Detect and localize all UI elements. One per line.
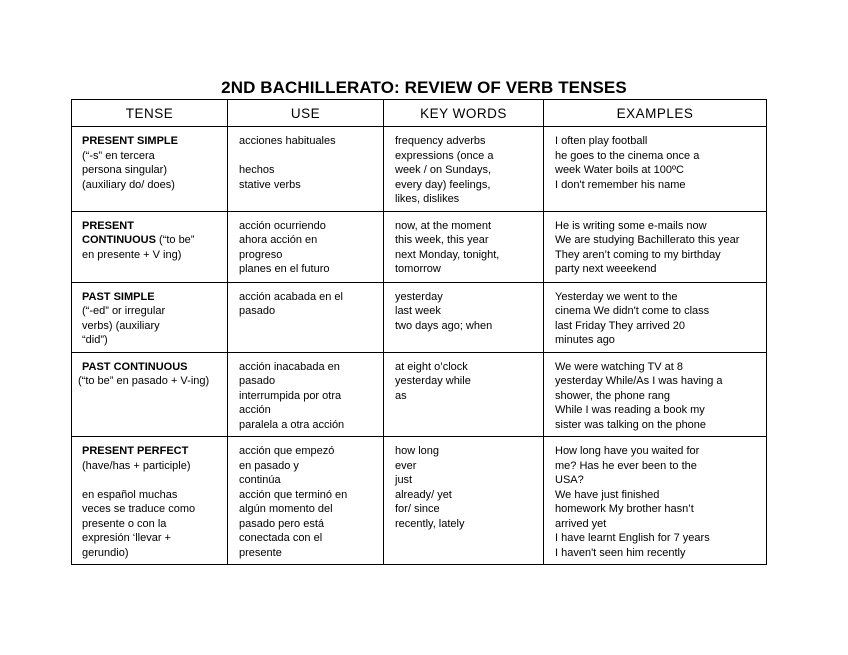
examples-cell: I often play football he goes to the cinema once a week Water boils at 100ºC I don't remember his name xyxy=(544,127,767,212)
use-cell: acciones habituales hechos stative verbs xyxy=(228,127,384,212)
tense-detail: (“to be” en pasado + V-ing) xyxy=(78,375,210,387)
tense-detail: (“-s” en tercera persona singular) (auxiliary do/ does) xyxy=(82,149,175,191)
tense-name: PAST CONTINUOUS xyxy=(82,360,188,373)
table-row xyxy=(72,437,767,565)
table-row xyxy=(72,282,767,352)
use-cell: acción ocurriendo ahora acción en progreso planes en el futuro xyxy=(228,211,384,282)
header-row xyxy=(72,100,767,127)
tense-cell xyxy=(72,437,228,565)
tense-name: PRESENT CONTINUOUS xyxy=(82,219,156,246)
tense-cell xyxy=(72,282,228,352)
tense-detail: (“to be” en presente + V ing) xyxy=(82,234,195,261)
tense-detail: (have/has + participle) en español muchas veces se traduce como presente o con la expresión ‘llevar + gerundio) xyxy=(82,459,196,559)
tense-cell xyxy=(72,352,228,437)
use-cell: acción que empezó en pasado y continúa acción que terminó en algún momento del pasado pero está conectada con el presente xyxy=(228,437,384,565)
table-row xyxy=(72,352,767,437)
use-cell: acción inacabada en pasado interrumpida por otra acción paralela a otra acción xyxy=(228,352,384,437)
examples-cell: He is writing some e-mails now We are studying Bachillerato this year They aren’t coming to my birthday party next weeekend xyxy=(544,211,767,282)
tense-name: PAST SIMPLE xyxy=(82,290,155,303)
examples-cell: Yesterday we went to the cinema We didn't come to class last Friday They arrived 20 minutes ago xyxy=(544,282,767,352)
table-row xyxy=(72,127,767,212)
table-row xyxy=(72,211,767,282)
key-words-cell: at eight o’clock yesterday while as xyxy=(384,352,544,437)
verb-tenses-table xyxy=(71,99,767,565)
header-use: USE xyxy=(228,100,384,127)
tense-name: PRESENT SIMPLE xyxy=(82,135,178,147)
tense-cell xyxy=(72,211,228,282)
examples-cell: We were watching TV at 8 yesterday While/As I was having a shower, the phone rang While I was reading a book my sister was talking on the phone xyxy=(544,352,767,437)
header-examples: EXAMPLES xyxy=(544,100,767,127)
tense-detail: (“-ed” or irregular verbs) (auxiliary “did”) xyxy=(82,305,166,346)
header-key-words: KEY WORDS xyxy=(384,100,544,127)
key-words-cell: now, at the moment this week, this year next Monday, tonight, tomorrow xyxy=(384,211,544,282)
page-title: 2ND BACHILLERATO: REVIEW OF VERB TENSES xyxy=(221,78,627,97)
header-tense: TENSE xyxy=(72,100,228,127)
tense-cell xyxy=(72,127,228,212)
key-words-cell: how long ever just already/ yet for/ since recently, lately xyxy=(384,437,544,565)
examples-cell: How long have you waited for me? Has he ever been to the USA? We have just finished homework My brother hasn’t arrived yet I have learnt English for 7 years I haven't seen him recently xyxy=(544,437,767,565)
key-words-cell: yesterday last week two days ago; when xyxy=(384,282,544,352)
use-cell: acción acabada en el pasado xyxy=(228,282,384,352)
key-words-cell: frequency adverbs expressions (once a week / on Sundays, every day) feelings, likes, dislikes xyxy=(384,127,544,212)
tense-name: PRESENT PERFECT xyxy=(82,445,189,457)
